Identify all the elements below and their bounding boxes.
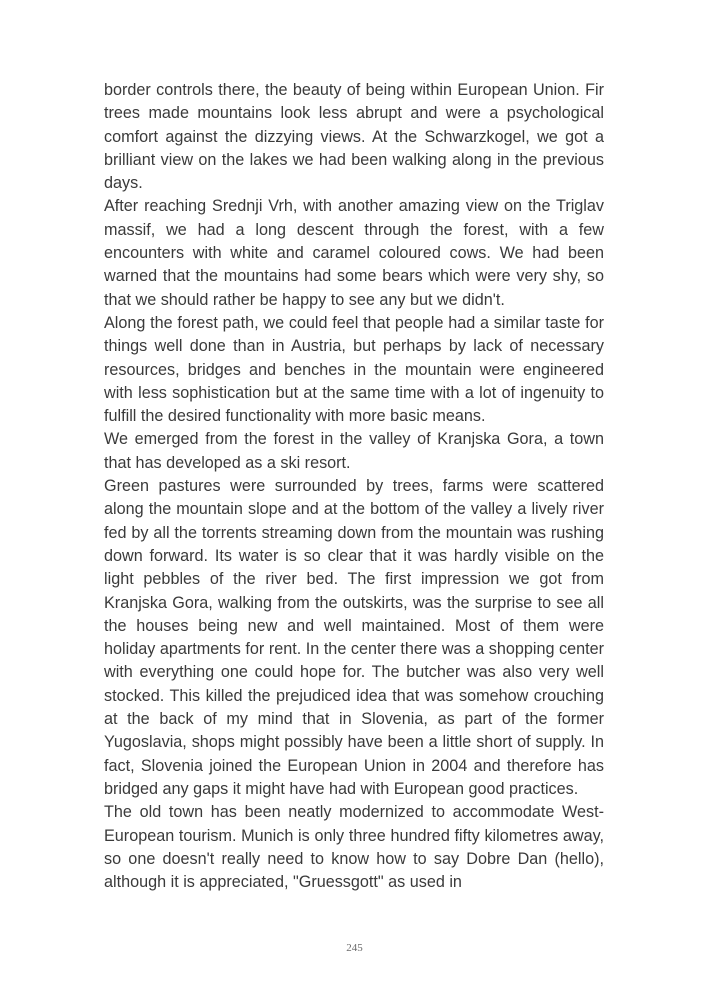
body-text bbox=[104, 79, 604, 894]
paragraph-1: border controls there, the beauty of being within European Union. Fir trees made mountains look less abrupt and were a psychological comfort against the dizzying views. At the Schwarzkogel, we got a brilliant view on the lakes we had been walking along in the previous days. bbox=[104, 81, 604, 193]
paragraph-3: Along the forest path, we could feel that people had a similar taste for things well done than in Austria, but perhaps by lack of necessary resources, bridges and benches in the mountain were engineered with less sophistication but at the same time with a lot of ingenuity to fulfill the desired functionality with more basic means. bbox=[104, 313, 604, 426]
paragraph-2: After reaching Srednji Vrh, with another amazing view on the Triglav massif, we had a long descent through the forest, with a few encounters with white and caramel coloured cows. We had been warned that the mountains had some bears which were very shy, so that we should rather be happy to see any but we didn't. bbox=[104, 197, 604, 309]
page-number: 245 bbox=[346, 942, 363, 954]
paragraph-6: The old town has been neatly modernized to accommodate West-European tourism. Munich is only three hundred fifty kilometres away, so one doesn't really need to know how to say Dobre Dan (hello), although it is appreciated, "Gruessgott" as used in bbox=[104, 803, 604, 892]
paragraph-4: We emerged from the forest in the valley of Kranjska Gora, a town that has developed as a ski resort. bbox=[104, 430, 604, 472]
paragraph-5: Green pastures were surrounded by trees, farms were scattered along the mountain slope and at the bottom of the valley a lively river fed by all the torrents streaming down from the mountain was rushing down forward. Its water is so clear that it was hardly visible on the light pebbles of the river bed. The first impression we got from Kranjska Gora, walking from the outskirts, was the surprise to see all the houses being new and well maintained. Most of them were holiday apartments for rent. In the center there was a shopping center with everything one could hope for. The butcher was also very well stocked. This killed the prejudiced idea that was somehow crouching at the back of my mind that in Slovenia, as part of the former Yugoslavia, shops might possibly have been a little short of supply. In fact, Slovenia joined the European Union in 2004 and therefore has bridged any gaps it might have had with European good practices. bbox=[104, 477, 604, 798]
